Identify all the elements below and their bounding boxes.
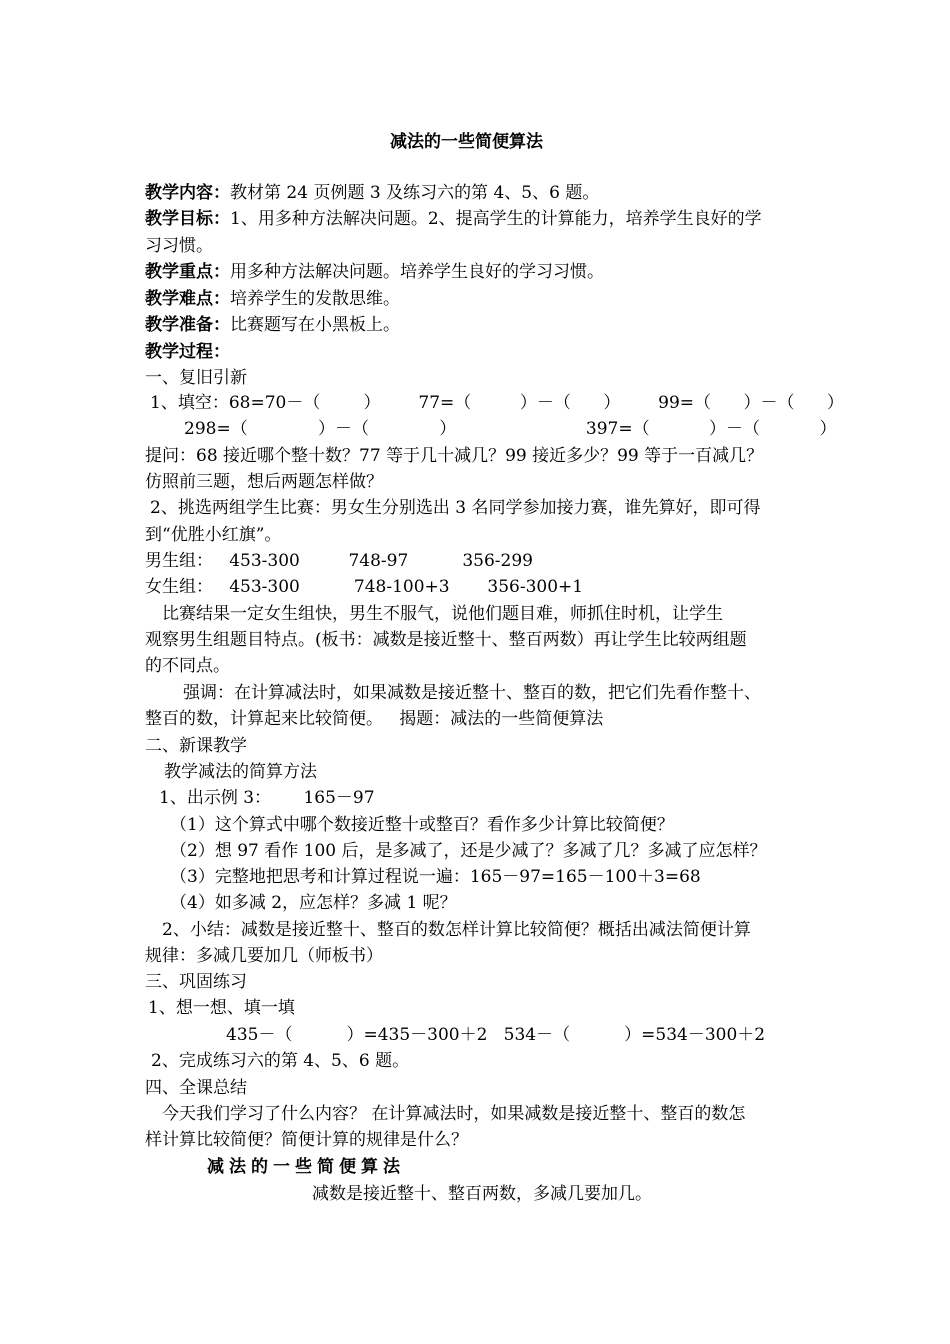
girls-group: 女生组： 453-300 748-100+3 356-300+1 xyxy=(145,577,584,597)
teaching-difficulty-text: 培养学生的发散思维。 xyxy=(230,289,400,309)
closing-line-2: 样计算比较简便？简便计算的规律是什么？ xyxy=(145,1130,468,1150)
teaching-key-row xyxy=(145,262,604,282)
practice-exercise: 435－（ ）=435－300＋2 534－（ ）=534－300＋2 xyxy=(226,1025,766,1045)
contest-line-2: 到“优胜小红旗”。 xyxy=(145,525,282,545)
example-3: 1、出示例 3： 165－97 xyxy=(159,788,375,808)
summary-line-2: 规律：多减几要加几（师板书） xyxy=(145,946,383,966)
section3-heading: 三、巩固练习 xyxy=(145,972,247,992)
teaching-process-label: 教学过程： xyxy=(145,342,230,362)
section1-heading: 一、复旧引新 xyxy=(145,368,247,388)
question-3: （3）完整地把思考和计算过程说一遍：165－97=165－100＋3=68 xyxy=(170,867,701,887)
document-title: 减法的一些简便算法 xyxy=(390,132,543,152)
question-line-2: 仿照前三题，想后两题怎样做？ xyxy=(145,472,383,492)
teaching-prep-text: 比赛题写在小黑板上。 xyxy=(230,315,400,335)
stress-line-1: 强调：在计算减法时，如果减数是接近整十、整百的数，把它们先看作整十、 xyxy=(183,683,761,703)
practice-item-2: 2、完成练习六的第 4、5、6 题。 xyxy=(151,1051,410,1071)
board-title: 减法的一些简便算法 xyxy=(207,1157,405,1177)
closing-line-1: 今天我们学习了什么内容？ 在计算减法时，如果减数是接近整十、整百的数怎 xyxy=(162,1104,746,1124)
section2-subheading: 教学减法的简算方法 xyxy=(164,762,317,782)
question-2: （2）想 97 看作 100 后，是多减了，还是少减了？多减了几？多减了应怎样？ xyxy=(170,841,767,861)
teaching-prep-label: 教学准备： xyxy=(145,315,230,335)
section4-heading: 四、全课总结 xyxy=(145,1078,247,1098)
result-line-1: 比赛结果一定女生组快，男生不服气，说他们题目难，师抓住时机，让学生 xyxy=(162,604,723,624)
section2-heading: 二、新课教学 xyxy=(145,736,247,756)
teaching-key-text: 用多种方法解决问题。培养学生良好的学习习惯。 xyxy=(230,262,604,282)
question-line-1: 提问：68 接近哪个整十数？77 等于几十减几？99 接近多少？99 等于一百减几？ xyxy=(145,446,764,466)
board-rule: 减数是接近整十、整百两数，多减几要加几。 xyxy=(312,1184,652,1204)
teaching-goal-text-cont: 习习惯。 xyxy=(145,236,213,256)
teaching-goal-label: 教学目标： xyxy=(145,209,230,229)
teaching-content-label: 教学内容： xyxy=(145,183,230,203)
teaching-prep-row xyxy=(145,315,400,335)
question-1: （1）这个算式中哪个数接近整十或整百？看作多少计算比较简便？ xyxy=(170,815,674,835)
contest-line-1: 2、挑选两组学生比赛：男女生分别选出 3 名同学参加接力赛，谁先算好，即可得 xyxy=(150,498,761,518)
result-line-2: 观察男生组题目特点。(板书：减数是接近整十、整百两数）再让学生比较两组题 xyxy=(145,630,747,650)
boys-group: 男生组： 453-300 748-97 356-299 xyxy=(145,551,533,571)
fill-blank-line-2: 298=（ ）－（ ） 397=（ ）－（ ） xyxy=(184,419,837,439)
practice-item-1: 1、想一想、填一填 xyxy=(148,998,295,1018)
teaching-goal-text: 1、用多种方法解决问题。2、提高学生的计算能力，培养学生良好的学 xyxy=(230,209,762,229)
teaching-difficulty-row xyxy=(145,289,400,309)
fill-blank-line-1: 1、填空：68=70－（ ） 77=（ ）－（ ） 99=（ ）－（ ） xyxy=(150,393,844,413)
question-4: （4）如多减 2，应怎样？多减 1 呢？ xyxy=(170,893,457,913)
teaching-content-text: 教材第 24 页例题 3 及练习六的第 4、5、6 题。 xyxy=(230,183,600,203)
teaching-goal-row xyxy=(145,209,762,229)
result-line-3: 的不同点。 xyxy=(145,656,230,676)
teaching-key-label: 教学重点： xyxy=(145,262,230,282)
stress-line-2: 整百的数，计算起来比较简便。 揭题：减法的一些简便算法 xyxy=(145,709,604,729)
teaching-content-row xyxy=(145,183,599,203)
teaching-difficulty-label: 教学难点： xyxy=(145,289,230,309)
summary-line-1: 2、小结：减数是接近整十、整百的数怎样计算比较简便？概括出减法简便计算 xyxy=(162,920,751,940)
